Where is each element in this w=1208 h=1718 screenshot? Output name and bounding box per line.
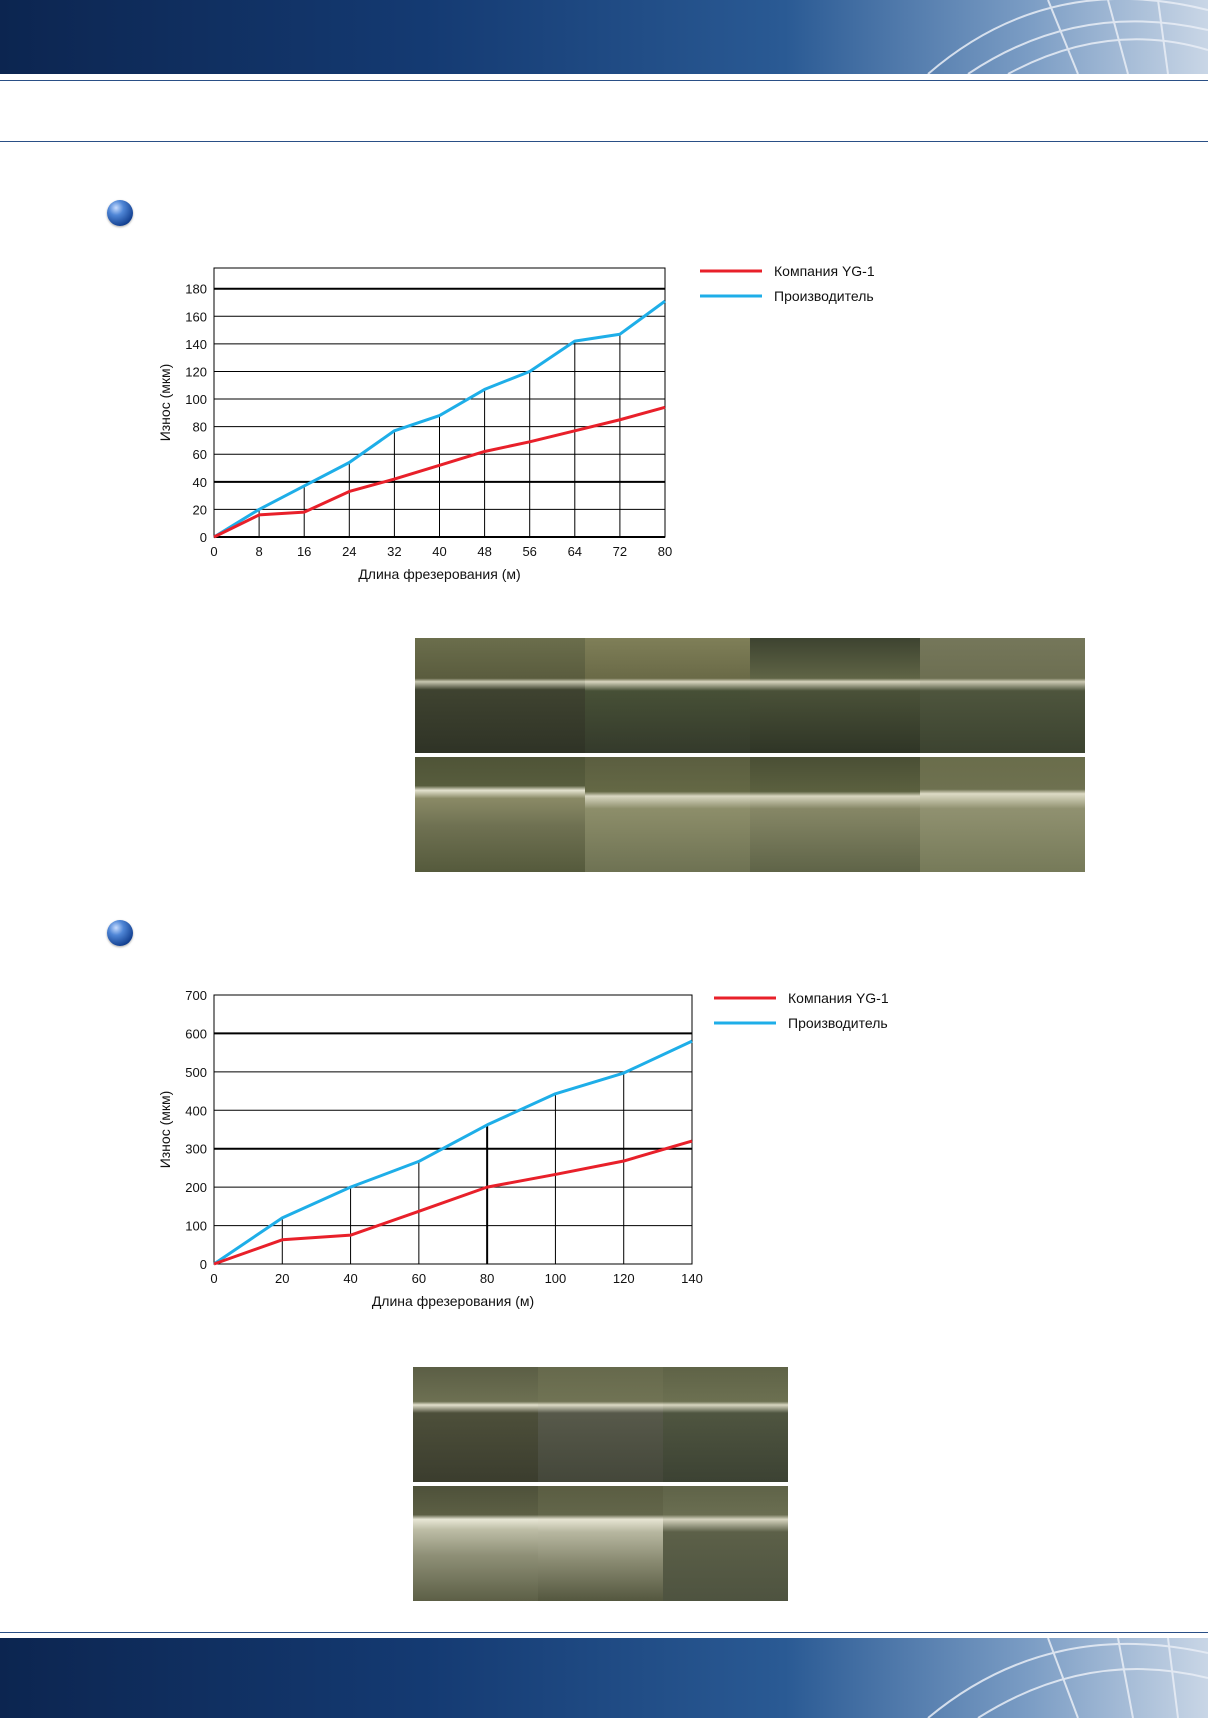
x-tick-label: 24	[342, 544, 357, 559]
x-tick-label: 56	[522, 544, 537, 559]
bottom-rule	[0, 1632, 1208, 1633]
y-tick-label: 120	[185, 364, 207, 380]
x-axis-label: Длина фрезерования (м)	[358, 566, 521, 582]
x-tick-label: 120	[612, 1271, 635, 1286]
legend-label: Компания YG-1	[774, 263, 875, 279]
y-tick-label: 40	[192, 474, 207, 490]
footer-banner	[0, 1638, 1208, 1718]
x-tick-label: 0	[210, 544, 218, 559]
y-tick-label: 20	[192, 502, 207, 518]
y-tick-label: 600	[185, 1026, 207, 1042]
legend-label: Компания YG-1	[788, 990, 889, 1006]
y-tick-label: 300	[185, 1141, 207, 1157]
y-tick-label: 100	[185, 1218, 207, 1234]
y-tick-label: 60	[192, 447, 207, 463]
x-tick-label: 80	[657, 544, 673, 559]
y-tick-label: 140	[185, 336, 207, 352]
y-tick-label: 160	[185, 309, 207, 325]
x-tick-label: 32	[387, 544, 402, 559]
y-tick-label: 700	[185, 988, 207, 1003]
dome-structure-graphic	[748, 1638, 1208, 1718]
tool-wear-photo-2a	[413, 1367, 788, 1482]
tool-wear-photo-2b	[413, 1486, 788, 1601]
x-tick-label: 48	[477, 544, 492, 559]
x-tick-label: 16	[296, 544, 312, 559]
x-tick-label: 60	[411, 1271, 427, 1286]
x-tick-label: 140	[681, 1271, 703, 1286]
y-tick-label: 100	[185, 392, 207, 408]
x-tick-label: 40	[432, 544, 447, 559]
y-tick-label: 80	[192, 419, 207, 435]
y-tick-label: 500	[185, 1064, 207, 1080]
x-tick-label: 8	[255, 544, 263, 559]
legend-label: Производитель	[788, 1015, 888, 1031]
y-axis-label: Износ (мкм)	[157, 363, 173, 442]
y-axis-label: Износ (мкм)	[157, 1090, 173, 1169]
legend-label: Производитель	[774, 288, 874, 304]
y-tick-label: 200	[185, 1180, 207, 1196]
x-tick-label: 72	[612, 544, 628, 559]
x-tick-label: 80	[479, 1271, 495, 1286]
plot-area	[214, 995, 692, 1264]
x-tick-label: 0	[210, 1271, 218, 1286]
x-tick-label: 40	[343, 1271, 358, 1286]
x-tick-label: 64	[567, 544, 583, 559]
y-tick-label: 400	[185, 1103, 207, 1119]
x-tick-label: 100	[544, 1271, 567, 1286]
x-tick-label: 20	[275, 1271, 290, 1286]
y-tick-label: 180	[185, 281, 207, 297]
x-axis-label: Длина фрезерования (м)	[371, 1293, 535, 1309]
y-tick-label: 0	[199, 530, 207, 545]
y-tick-label: 0	[199, 1257, 207, 1272]
